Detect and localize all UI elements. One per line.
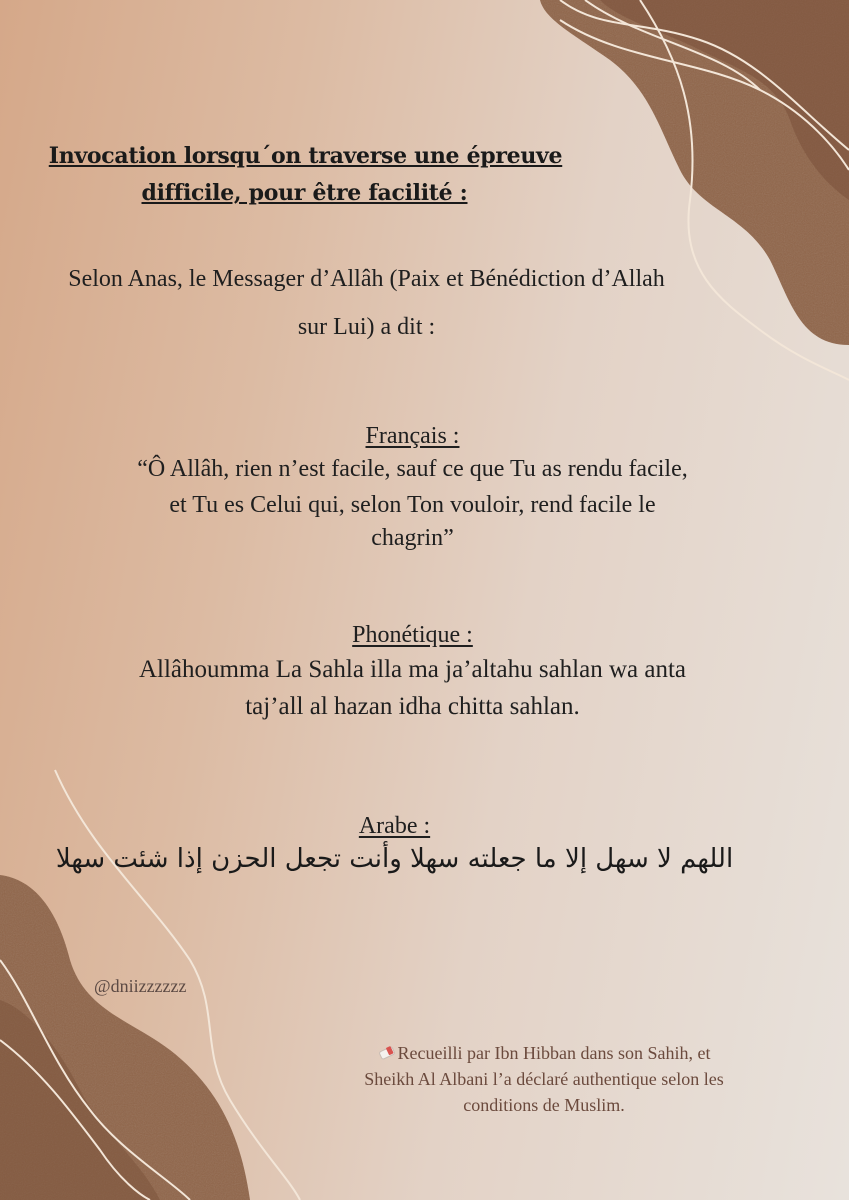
intro-line-1: Selon Anas, le Messager d’Allâh (Paix et Bénédiction d’Allah <box>68 266 665 292</box>
source-line-2: Sheikh Al Albani l’a déclaré authentique selon les <box>364 1069 724 1089</box>
author-handle: @dniizzzzzz <box>94 976 187 996</box>
source-line-3: conditions de Muslim. <box>463 1095 625 1115</box>
francais-heading: Français : <box>365 423 460 449</box>
bottom-left-blob <box>0 875 250 1200</box>
pin-icon <box>378 1041 396 1055</box>
francais-line-3: chagrin” <box>371 525 454 551</box>
francais-line-2: et Tu es Celui qui, selon Ton vouloir, rend facile le <box>169 492 656 518</box>
intro-line-2: sur Lui) a dit : <box>297 314 436 340</box>
phonetique-line-2: taj’all al hazan idha chitta sahlan. <box>245 693 580 720</box>
title-line-1: Invocation lorsqu´on traverse une épreuve <box>48 143 563 169</box>
source-note <box>339 1040 749 1118</box>
francais-line-1: “Ô Allâh, rien n’est facile, sauf ce que Tu as rendu facile, <box>137 456 688 482</box>
arabe-heading: Arabe : <box>358 813 431 839</box>
phonetique-heading: Phonétique : <box>352 622 473 648</box>
source-line-1 <box>339 1040 749 1066</box>
phonetique-line-1: Allâhoumma La Sahla illa ma ja’altahu sahlan wa anta <box>138 656 687 683</box>
title-line-2: difficile, pour être facilité : <box>141 180 468 206</box>
arabic-text: اللهم لا سهل إلا ما جعلته سهلا وأنت تجعل الحزن إذا شئت سهلا <box>55 844 734 874</box>
source-line-1-text: Recueilli par Ibn Hibban dans son Sahih, et <box>397 1043 711 1063</box>
